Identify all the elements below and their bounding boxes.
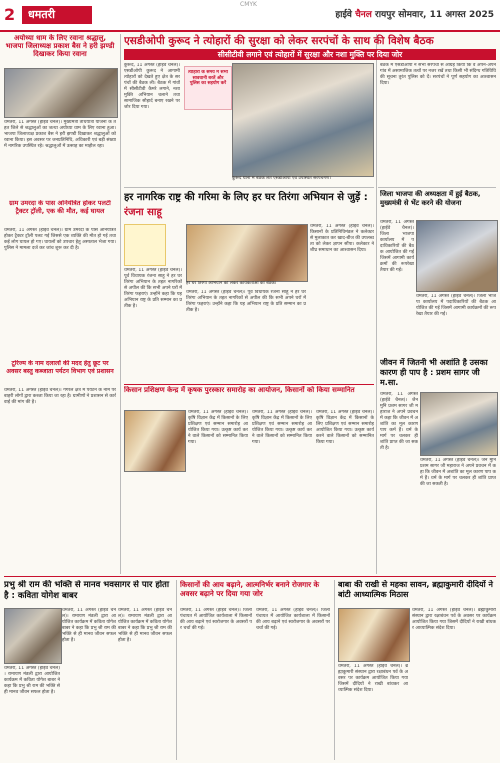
main-article-body: कुरूद, 11 अगस्त (हाईवे चैनल)। एसडीओपी कुरूद ने आगामी त्योहारों को देखते हुए क्षेत्र के सरपंचों की बैठक ली। बैठक में गांवों में सीसीटीवी कैमरे लगाने, नशा मुक्ति अभियान चलाने तथा सामाजिक सौहार्द बनाए रखने पर जोर दिया गया। <box>124 63 180 110</box>
bottom-mid-body-cont: धमतरी, 11 अगस्त (हाईवे चैनल)। जिला पंचायत में आयोजित कार्यशाला में किसानों की आय बढ़ाने एवं स्वरोजगार के अवसरों पर चर्चा की गई। <box>256 608 330 631</box>
tiranga-sidebar-box <box>124 224 166 266</box>
page-number: 2 <box>4 5 16 24</box>
photo-jeevan <box>420 392 498 456</box>
korba-headline: जिला भाजपा की अध्यक्षता में हुई बैठक, मुख्यमंत्री से भेंट करने की योजना <box>380 190 481 207</box>
photo-korba <box>416 220 498 292</box>
tiranga-article-body-cont: धमतरी, 11 अगस्त (हाईवे चैनल)। पूर्व विधायक रंजना साहू ने हर घर तिरंगा अभियान के तहत नागरिकों से अपील की कि सभी अपने घरों में तिरंगा फहराएं। उन्होंने कहा कि यह अभियान राष्ट्र के प्रति सम्मान का प्रतीक है। <box>186 290 306 313</box>
tiranga-headline-name: रंजना साहू <box>124 207 162 218</box>
section-rule <box>124 384 374 385</box>
sevanidhi-article-body: धमतरी, 11 अगस्त (हाईवे चैनल)। किसानों के प्रतिनिधिमंडल ने कलेक्टर से मुलाकात कर खाद-बीज की उपलब्धता को लेकर ज्ञापन सौंपा। कलेक्टर ने शीघ्र समाधान का आश्वासन दिया। <box>310 224 374 253</box>
photo-pilgrims <box>4 68 118 118</box>
section-divider <box>124 187 374 188</box>
bottom-section-rule <box>4 576 496 577</box>
cmyk-mark: CMYK <box>240 1 257 8</box>
photo-rakhi <box>338 608 410 662</box>
kisan-band-headline: किसान प्रशिक्षण केन्द्र में कृषक पुरस्कार समारोह का आयोजन, किसानों को किया सम्मानित <box>124 386 355 394</box>
bottom-right-body: धमतरी, 11 अगस्त (हाईवे चैनल)। ब्रह्माकुमारी संस्थान द्वारा रक्षाबंधन पर्व के अवसर पर कार्यक्रम आयोजित किया गया जिसमें दीदियों ने राखी बांधकर आध्यात्मिक संदेश दिया। <box>338 664 408 693</box>
korba-article-body: धमतरी, 11 अगस्त (हाईवे चैनल)। जिला भाजपा कार्यालय में पदाधिकारियों की बैठक आयोजित की गई जिसमें आगामी कार्यक्रमों की रूपरेखा तैयार की गई। <box>380 220 414 273</box>
left-article-accident-body: धमतरी, 11 अगस्त (हाईवे चैनल)। ग्राम उमरदा के पास अनियंत्रित होकर ट्रैक्टर ट्रॉली पलट गई जिससे एक व्यक्ति की मौत हो गई तथा कई लोग घायल हो गए। घायलों को उपचार हेतु अस्पताल भेजा गया। पुलिस ने मामला दर्ज कर जांच शुरू कर दी है। <box>4 228 116 251</box>
column-divider <box>334 580 335 760</box>
bottom-left-body-cont: धमतरी, 11 अगस्त (हाईवे चैनल)। रामायण मंडली द्वारा आयोजित कार्यक्रम में कविता योगेश बाबर ने कहा कि प्रभु श्री राम की भक्ति से ही मानव जीवन सफल होता है। <box>62 608 116 643</box>
masthead-date: सोमवार, 11 अगस्त 2025 <box>398 10 494 20</box>
bottom-mid-body: धमतरी, 11 अगस्त (हाईवे चैनल)। जिला पंचायत में आयोजित कार्यशाला में किसानों की आय बढ़ाने एवं स्वरोजगार के अवसरों पर चर्चा की गई। <box>180 608 252 631</box>
section-title: धमतरी <box>22 6 92 24</box>
page-header <box>0 0 500 32</box>
column-divider <box>376 34 377 574</box>
main-subheadline-strip: सीसीटीवी लगाने एवं त्योहारों में सुरक्षा और नशा मुक्ति पर दिया जोर <box>124 49 496 60</box>
bottom-right-headline: बाबा की राखी से महका सावन, ब्रह्माकुमारी दीदियों ने बांटी आध्यात्मिक मिठास <box>338 580 493 599</box>
kisan-band-body-cont: धमतरी, 11 अगस्त (हाईवे चैनल)। कृषि विज्ञान केंद्र में किसानों के लिए प्रशिक्षण एवं सम्मान समारोह आयोजित किया गया। उत्कृष्ट कार्य करने वाले किसानों को सम्मानित किया गया। <box>252 410 312 445</box>
masthead-prefix: हाईवे <box>335 10 352 20</box>
photo-meeting-caption: कुरूद थाना में बैठक लेते एसडीओपी एवं उपस्थित सरपंचगण। <box>232 176 331 181</box>
masthead-brand: चैनल <box>355 10 372 20</box>
left-subhead-tourism: टूरिज्म के नाम दलालों की मदद हेतु छूट पर अवसर बस्तु कब्जाता पर्यटन विभाग एवं प्रशासन <box>6 360 114 375</box>
main-headline: एसडीओपी कुरूद ने त्योहारों की सुरक्षा को लेकर सरपंचों के साथ की विशेष बैठक <box>124 35 434 47</box>
right-top-article-body: बैठक में एसडीओपी ने सभी सरपंचों से आग्रह किया कि वे अपने-अपने गांव में असामाजिक तत्वों पर नजर रखें तथा किसी भी संदिग्ध गतिविधि की सूचना तुरंत पुलिस को दें। सरपंचों ने पूर्ण सहयोग का आश्वासन दिया। <box>380 63 496 86</box>
jeevan-article-body-cont: धमतरी, 11 अगस्त (हाईवे चैनल)। जैन मुनि प्रशम सागर जी महाराज ने अपने प्रवचन में कहा कि जीवन में अशांति का मूल कारण पाप कर्म हैं। धर्म के मार्ग पर चलकर ही शांति प्राप्त की जा सकती है। <box>420 458 496 487</box>
photo-tiranga <box>186 224 308 282</box>
column-divider <box>120 34 121 574</box>
bottom-left-body: धमतरी, 11 अगस्त (हाईवे चैनल)। रामायण मंडली द्वारा आयोजित कार्यक्रम में कविता योगेश बाबर ने कहा कि प्रभु श्री राम की भक्ति से ही मानव जीवन सफल होता है। <box>4 666 60 695</box>
left-headline: अयोध्या धाम के लिए रवाना श्रद्धालु, भाजपा जिलाध्यक्ष प्रकाश बैस ने हरी झण्डी दिखाकर किया रवाना <box>5 34 115 58</box>
photo-meeting <box>232 63 374 177</box>
kisan-band-body: धमतरी, 11 अगस्त (हाईवे चैनल)। कृषि विज्ञान केंद्र में किसानों के लिए प्रशिक्षण एवं सम्मान समारोह आयोजित किया गया। उत्कृष्ट कार्य करने वाले किसानों को सम्मानित किया गया। <box>188 410 248 445</box>
masthead-city: रायपुर <box>375 10 396 20</box>
section-divider <box>378 187 496 188</box>
bottom-left-body-cont2: धमतरी, 11 अगस्त (हाईवे चैनल)। रामायण मंडली द्वारा आयोजित कार्यक्रम में कविता योगेश बाबर ने कहा कि प्रभु श्री राम की भक्ति से ही मानव जीवन सफल होता है। <box>118 608 172 643</box>
tiranga-headline <box>124 190 374 220</box>
tiranga-headline-main: हर नागरिक राष्ट्र की गरिमा के लिए हर घर तिरंगा अभियान से जुड़ें : <box>124 192 368 203</box>
korba-article-body-cont: धमतरी, 11 अगस्त (हाईवे चैनल)। जिला भाजपा कार्यालय में पदाधिकारियों की बैठक आयोजित की गई जिसमें आगामी कार्यक्रमों की रूपरेखा तैयार की गई। <box>416 294 496 317</box>
bottom-right-body-cont: धमतरी, 11 अगस्त (हाईवे चैनल)। ब्रह्माकुमारी संस्थान द्वारा रक्षाबंधन पर्व के अवसर पर कार्यक्रम आयोजित किया गया जिसमें दीदियों ने राखी बांधकर आध्यात्मिक संदेश दिया। <box>412 608 496 631</box>
photo-tiranga-caption: हर घर तिरंगा अभियान को लेकर कार्यकर्ताओं की बैठक। <box>186 281 277 286</box>
jeevan-article-body: धमतरी, 11 अगस्त (हाईवे चैनल)। जैन मुनि प्रशम सागर जी महाराज ने अपने प्रवचन में कहा कि जीवन में अशांति का मूल कारण पाप कर्म हैं। धर्म के मार्ग पर चलकर ही शांति प्राप्त की जा सकती है। <box>380 392 418 451</box>
quote-box <box>184 66 232 110</box>
quote-text: त्योहारों के समय में सभी सावधानी बरतें और पुलिस का सहयोग करें <box>188 70 228 86</box>
bottom-left-headline: प्रभु श्री राम की भक्ति से मानव भवसागर से पार होता है : कविता योगेश बाबर <box>4 580 170 601</box>
left-article-tourism-body: धमतरी, 11 अगस्त (हाईवे चैनल)। गंगरेल क्षेत्र में पर्यटन के नाम पर बाहरी लोगों द्वारा कब्जा किया जा रहा है। ग्रामीणों ने प्रशासन से कार्रवाई की मांग की है। <box>4 388 116 405</box>
column-divider <box>176 580 177 760</box>
left-article-body: धमतरी, 11 अगस्त (हाईवे चैनल)। मुख्यमंत्री तीर्थयात्रा योजना के तहत जिले से श्रद्धालुओं का जत्था अयोध्या धाम के लिए रवाना हुआ। भाजपा जिलाध्यक्ष प्रकाश बैस ने हरी झण्डी दिखाकर श्रद्धालुओं को रवाना किया। इस अवसर पर जनप्रतिनिधि, अधिकारी एवं बड़ी संख्या में नागरिक उपस्थित रहे। श्रद्धालुओं में उत्साह का माहौल रहा। <box>4 120 116 149</box>
jeevan-headline: जीवन में जितनी भी अशांति है उसका कारण ही पाप है : प्रशम सागर जी म.सा. <box>380 358 488 387</box>
left-subhead-accident: ग्राम उमरदा के पास अनियंत्रित होकर पलटी ट्रैक्टर ट्रॉली, एक की मौत, कई घायल <box>9 200 111 215</box>
photo-ramayan <box>4 608 62 664</box>
tiranga-article-body: धमतरी, 11 अगस्त (हाईवे चैनल)। पूर्व विधायक रंजना साहू ने हर घर तिरंगा अभियान के तहत नागरिकों से अपील की कि सभी अपने घरों में तिरंगा फहराएं। उन्होंने कहा कि यह अभियान राष्ट्र के प्रति सम्मान का प्रतीक है। <box>124 268 182 309</box>
photo-kisan-band <box>124 410 186 472</box>
bottom-mid-headline: किसानों की आय बढ़ाने, आत्मनिर्भर बनाने रोजगार के अवसर बढ़ाने पर दिया गया जोर <box>180 580 320 598</box>
masthead <box>335 7 494 20</box>
kisan-band-body-cont2: धमतरी, 11 अगस्त (हाईवे चैनल)। कृषि विज्ञान केंद्र में किसानों के लिए प्रशिक्षण एवं सम्मान समारोह आयोजित किया गया। उत्कृष्ट कार्य करने वाले किसानों को सम्मानित किया गया। <box>316 410 374 445</box>
